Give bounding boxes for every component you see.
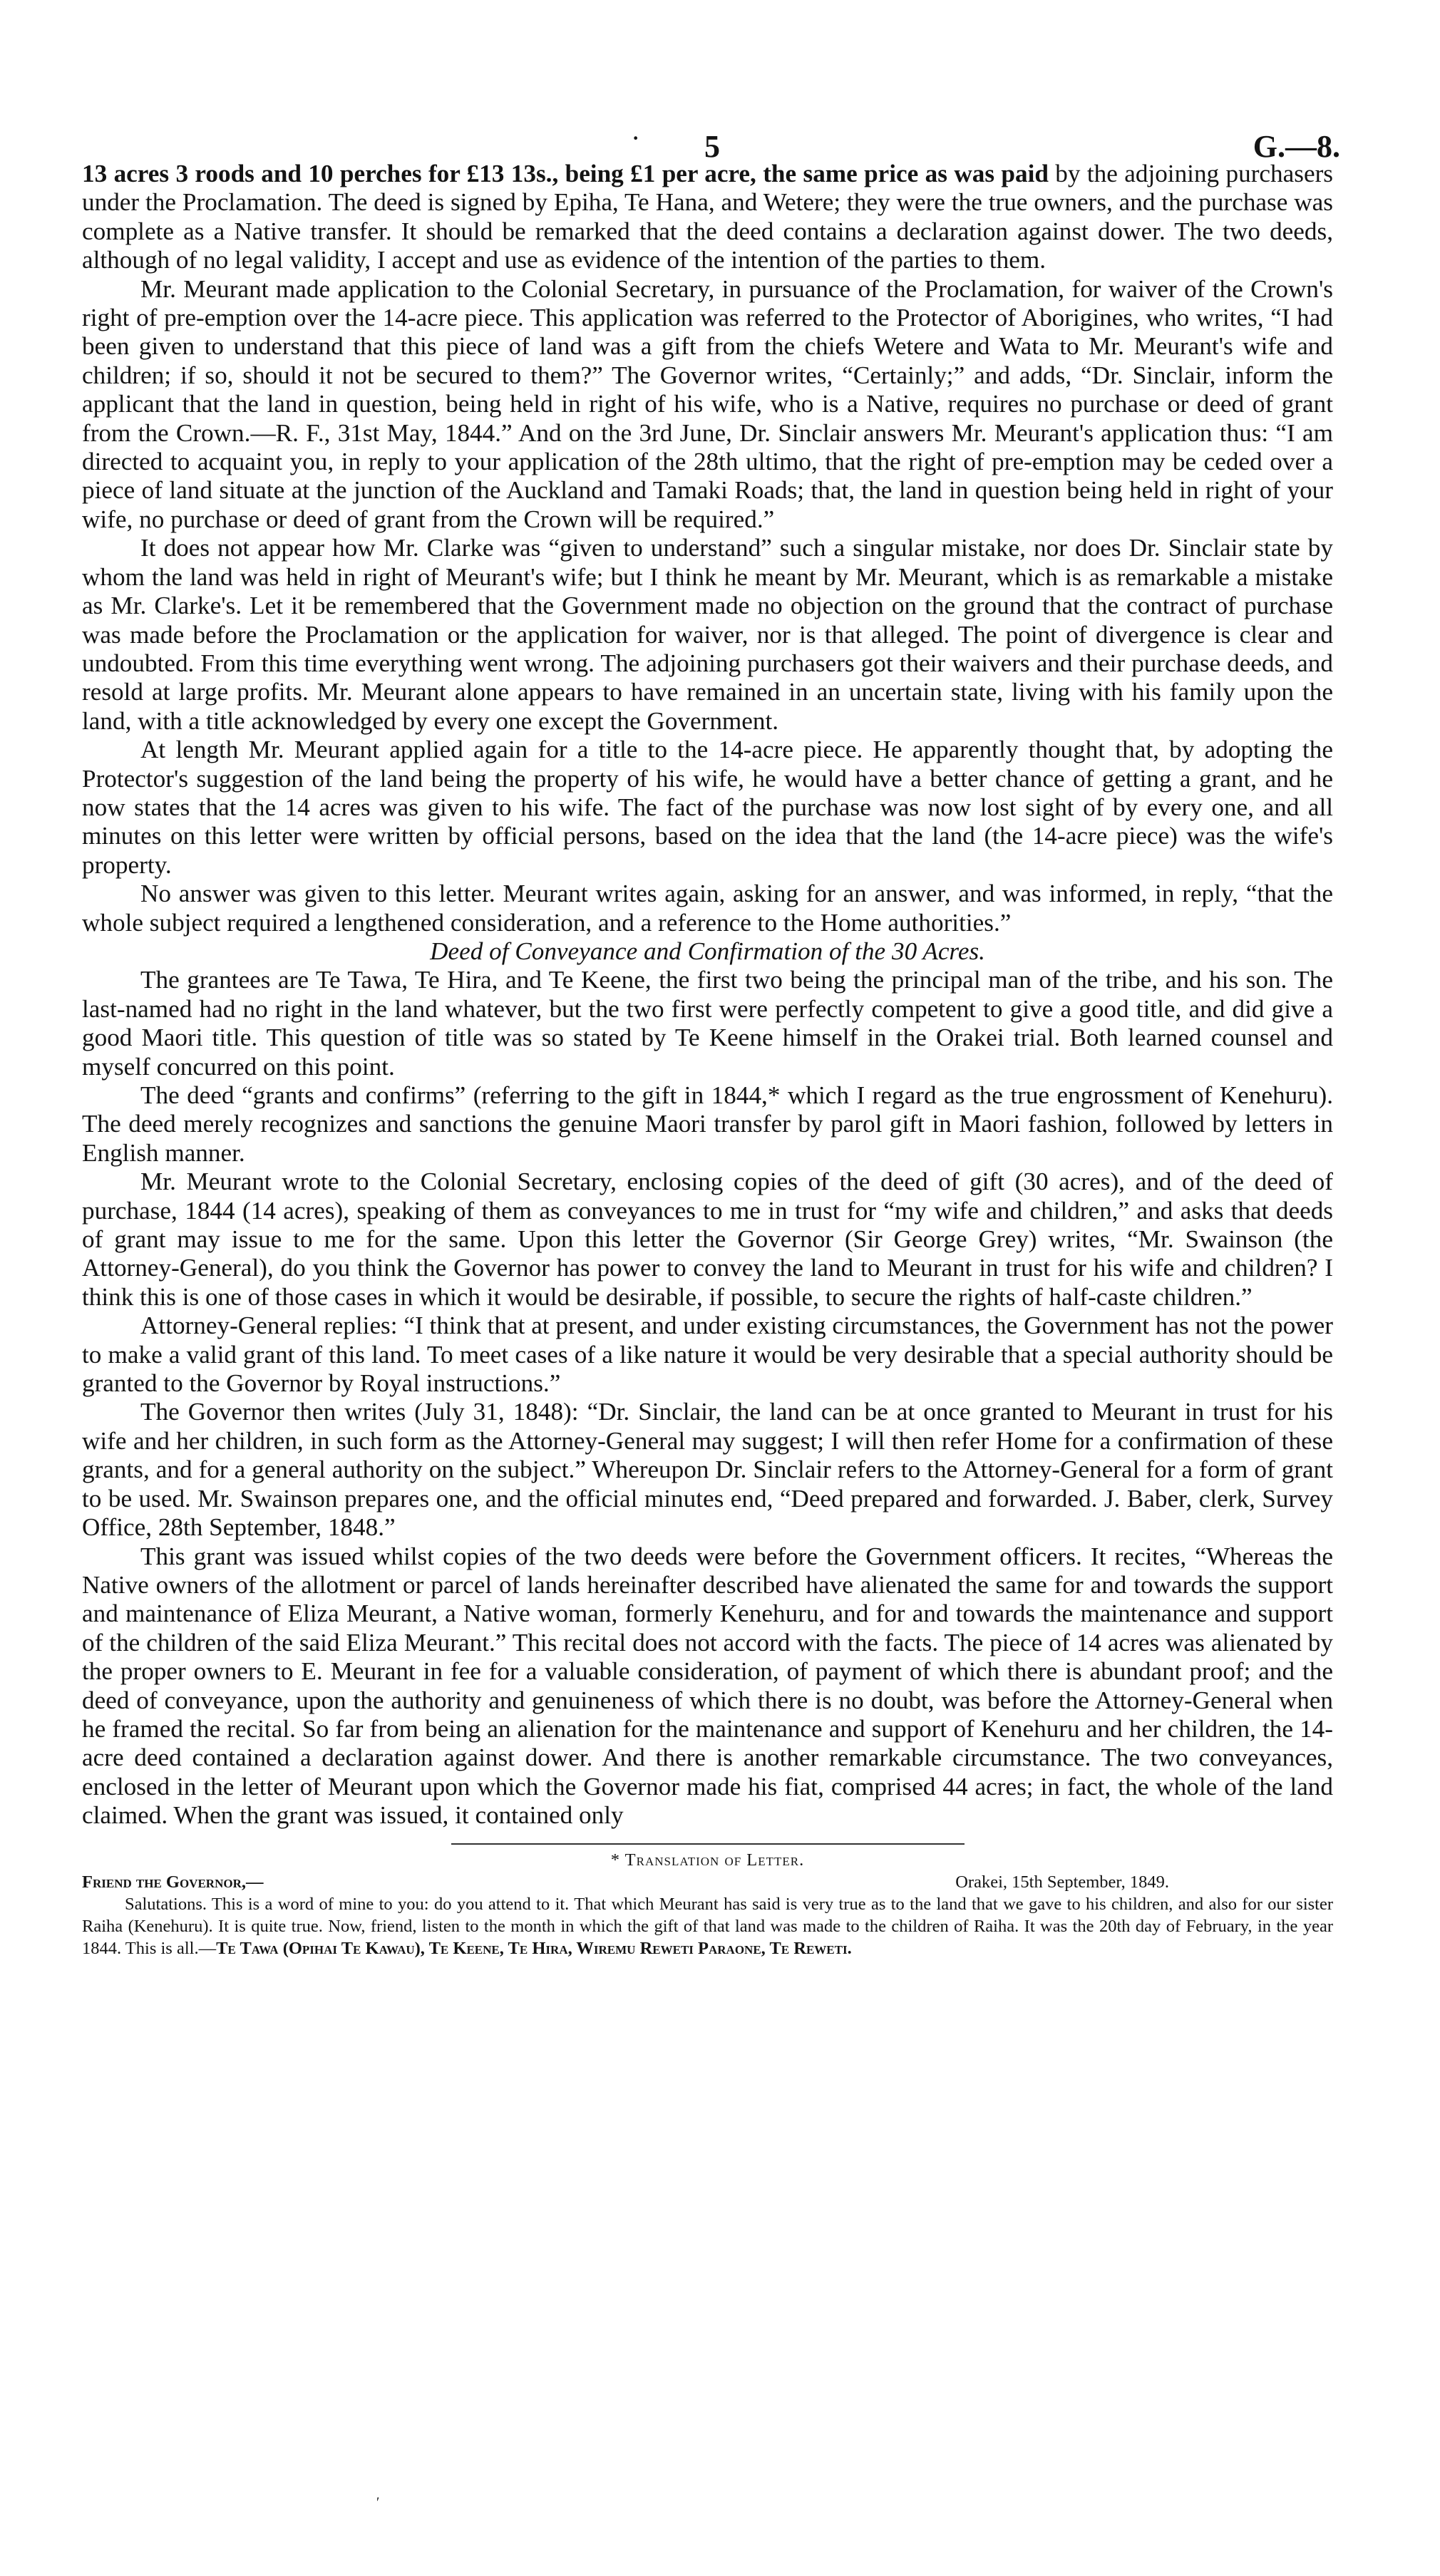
paragraph	[82, 160, 1333, 275]
footnote	[82, 1849, 1333, 1959]
footnote-addressee: Friend the Governor,—	[82, 1872, 264, 1892]
header-dot: ·	[631, 122, 641, 154]
footnote-title: * Translation of Letter.	[610, 1850, 805, 1870]
paragraph: No answer was given to this letter. Meurant writes again, asking for an answer, and was informed, in reply, “that the whole subject required a lengthened consideration, and a reference to the Home authorities.”	[82, 880, 1333, 937]
footnote-heading-line	[82, 1871, 1333, 1893]
main-text	[82, 160, 1333, 1830]
footnote-body	[82, 1893, 1333, 1959]
paragraph: At length Mr. Meurant applied again for a title to the 14-acre piece. He apparently thought that, by adopting the Protector's suggestion of the land being the property of his wife, he would have a better chance of getting a grant, and he now states that the 14 acres was given to his wife. The fact of the purchase was now lost sight of by every one, and all minutes on this letter were written by official persons, based on the idea that the land (the 14-acre piece) was the wife's property.	[82, 736, 1333, 879]
paragraph: Attorney-General replies: “I think that at present, and under existing circumstances, the Government has not the power to make a valid grant of this land. To meet cases of a like nature it would be very desirable that a special authority should be granted to the Governor by Royal instructions.”	[82, 1312, 1333, 1398]
paragraph-text: by the adjoining purchasers under the Proclamation. The deed is signed by Epiha, Te Hana, and Wetere; they were the true owners, and the purchase was complete as a Native transfer. It should be remarked that the deed contains a declaration against dower. The two deeds, although of no legal validity, I accept and use as evidence of the intention of the parties to them.	[82, 160, 1333, 274]
paragraph: Mr. Meurant made application to the Colonial Secretary, in pursuance of the Proclamation, for waiver of the Crown's right of pre-emption over the 14-acre piece. This application was referred to the Protector of Aborigines, who writes, “I had been given to understand that this piece of land was a gift from the chiefs Wetere and Wata to Mr. Meurant's wife and children; if so, should it not be secured to them?” The Governor writes, “Certainly;” and adds, “Dr. Sinclair, inform the applicant that the land in question, being held in right of his wife, who is a Native, requires no purchase or deed of grant from the Crown.—R. F., 31st May, 1844.” And on the 3rd June, Dr. Sinclair answers Mr. Meurant's application thus: “I am directed to acquaint you, in reply to your application of the 28th ultimo, that the right of pre-emption may be ceded over a piece of land situate at the junction of the Auckland and Tamaki Roads; that, the land in question being held in right of your wife, no purchase or deed of grant from the Crown will be required.”	[82, 274, 1333, 533]
document-code: G.—8.	[1253, 129, 1340, 164]
paragraph: The Governor then writes (July 31, 1848): “Dr. Sinclair, the land can be at once granted to Meurant in trust for his wife and her children, in such form as the Attorney-General may suggest; I will then refer Home for a confirmation of these grants, and for a general authority on the subject.” Whereupon Dr. Sinclair refers to the Attorney-General for a form of grant to be used. Mr. Swainson prepares one, and the official minutes end, “Deed prepared and forwarded. J. Baber, clerk, Survey Office, 28th September, 1848.”	[82, 1398, 1333, 1542]
paragraph-lead: 13 acres 3 roods and 10 perches for £13 13s., being £1 per acre, the same price as was paid	[82, 160, 1049, 187]
page-number: 5	[704, 129, 720, 164]
footnote-signatories: Te Tawa (Opihai Te Kawau), Te Keene, Te Hira, Wiremu Reweti Paraone, Te Reweti.	[216, 1938, 852, 1958]
paragraph: Mr. Meurant wrote to the Colonial Secretary, enclosing copies of the deed of gift (30 acres), and of the deed of purchase, 1844 (14 acres), speaking of them as conveyances to me in trust for “my wife and children,” and asks that deeds of grant may issue to me for the same. Upon this letter the Governor (Sir George Grey) writes, “Mr. Swainson (the Attorney-General), do you think the Governor has power to convey the land to Meurant in trust for his wife and children? I think this is one of those cases in which it would be desirable, if possible, to secure the rights of half-caste children.”	[82, 1168, 1333, 1311]
footnote-text: Salutations. This is a word of mine to you: do you attend to it. That which Meurant has said is very true as to the land that we gave to his children, and also for our sister Raiha (Kenehuru). It is quite true. Now, friend, listen to the month in which the gift of that land was made to the children of Raiha. It was the 20th day of February, in the year 1844. This is all.—	[82, 1894, 1333, 1958]
paragraph: It does not appear how Mr. Clarke was “given to understand” such a singular mistake, nor does Dr. Sinclair state by whom the land was held in right of Meurant's wife; but I think he meant by Mr. Meurant, which is as remarkable a mistake as Mr. Clarke's. Let it be remembered that the Government made no objection on the ground that the contract of purchase was made before the Proclamation or the application for waiver, nor is that alleged. The point of divergence is clear and undoubted. From this time everything went wrong. The adjoining purchasers got their waivers and their purchase deeds, and resold at large profits. Mr. Meurant alone appears to have remained in an uncertain state, living with his family upon the land, with a title acknowledged by every one except the Government.	[82, 534, 1333, 735]
footnote-place-date: Orakei, 15th September, 1849.	[955, 1872, 1169, 1892]
paragraph: The grantees are Te Tawa, Te Hira, and Te Keene, the first two being the principal man of the tribe, and his son. The last-named had no right in the land whatever, but the two first were perfectly competent to give a good title, and did give a good Maori title. This question of title was so stated by Te Keene himself in the Orakei trial. Both learned counsel and myself concurred on this point.	[82, 966, 1333, 1081]
paragraph: The deed “grants and confirms” (referring to the gift in 1844,* which I regard as the true engrossment of Kenehuru). The deed merely recognizes and sanctions the genuine Maori transfer by parol gift in Maori fashion, followed by letters in English manner.	[82, 1081, 1333, 1167]
document-page	[82, 0, 1340, 1959]
paragraph: This grant was issued whilst copies of the two deeds were before the Government officers. It recites, “Whereas the Native owners of the allotment or parcel of lands hereinafter described have alienated the same for and towards the support and maintenance of Eliza Meurant, a Native woman, formerly Kenehuru, and for and towards the maintenance and support of the children of the said Eliza Meurant.” This recital does not accord with the facts. The piece of 14 acres was alienated by the proper owners to E. Meurant in fee for a valuable consideration, of payment of which there is abundant proof; and the deed of conveyance, upon the authority and genuineness of which there is no doubt, was before the Attorney-General when he framed the recital. So far from being an alienation for the maintenance and support of Kenehuru and her children, the 14-acre deed contained a declaration against dower. And there is another remarkable circumstance. The two conveyances, enclosed in the letter of Meurant upon which the Governor made his fiat, comprised 44 acres; in fact, the whole of the land claimed. When the grant was issued, it contained only	[82, 1542, 1333, 1830]
section-heading: Deed of Conveyance and Confirmation of the 30 Acres.	[430, 937, 985, 965]
footnote-divider	[451, 1843, 965, 1845]
page-header	[82, 0, 1340, 164]
stray-mark: ʹ	[376, 2495, 380, 2510]
